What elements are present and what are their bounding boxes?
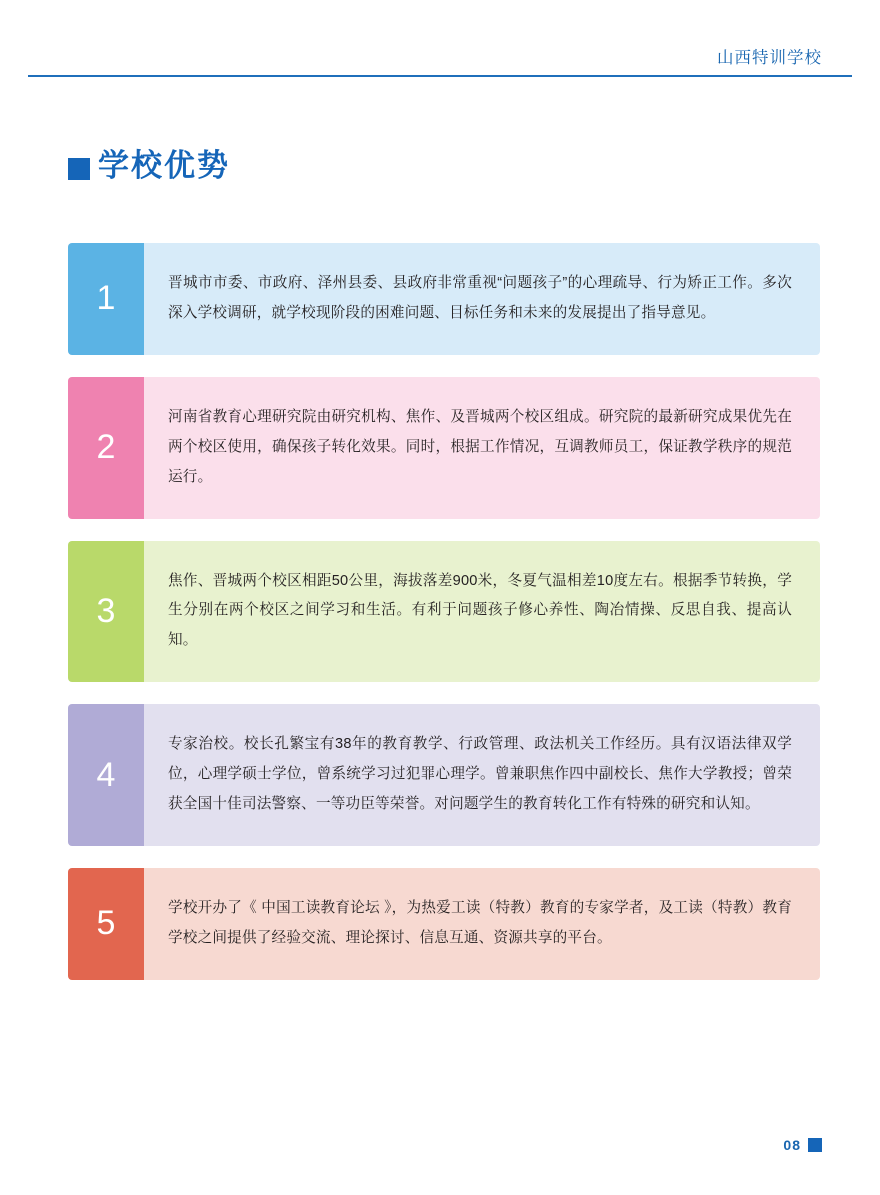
page-footer (783, 1137, 822, 1153)
page-header (0, 44, 880, 84)
item-text: 河南省教育心理研究院由研究机构、焦作、及晋城两个校区组成。研究院的最新研究成果优先在两个校区使用，确保孩子转化效果。同时，根据工作情况，互调教师员工，保证教学秩序的规范运行。 (144, 377, 820, 519)
header-title: 山西特训学校 (717, 49, 822, 67)
page-title: 学校优势 (98, 148, 230, 183)
list-item (68, 243, 820, 355)
list-item (68, 377, 820, 519)
list-item (68, 868, 820, 980)
item-text: 焦作、晋城两个校区相距50公里，海拔落差900米，冬夏气温相差10度左右。根据季节转换，学生分别在两个校区之间学习和生活。有利于问题孩子修心养性、陶冶情操、反思自我、提高认知。 (144, 541, 820, 683)
item-text: 学校开办了《 中国工读教育论坛 》，为热爱工读（特教）教育的专家学者，及工读（特教）教育学校之间提供了经验交流、理论探讨、信息互通、资源共享的平台。 (144, 868, 820, 980)
item-number: 1 (68, 243, 144, 355)
header-divider (28, 75, 852, 77)
square-bullet-icon (68, 158, 90, 180)
item-text: 晋城市市委、市政府、泽州县委、县政府非常重视“问题孩子”的心理疏导、行为矫正工作。多次深入学校调研，就学校现阶段的困难问题、目标任务和未来的发展提出了指导意见。 (144, 243, 820, 355)
item-number: 2 (68, 377, 144, 519)
list-item (68, 704, 820, 846)
item-number: 3 (68, 541, 144, 683)
item-text: 专家治校。校长孔繁宝有38年的教育教学、行政管理、政法机关工作经历。具有汉语法律双学位，心理学硕士学位，曾系统学习过犯罪心理学。曾兼职焦作四中副校长、焦作大学教授；曾荣获全国十佳司法警察、一等功臣等荣誉。对问题学生的教育转化工作有特殊的研究和认知。 (144, 704, 820, 846)
list-item (68, 541, 820, 683)
section-heading (68, 150, 230, 181)
square-marker-icon (808, 1138, 822, 1152)
advantage-list (68, 243, 820, 1002)
page-number: 08 (783, 1137, 801, 1153)
item-number: 4 (68, 704, 144, 846)
item-number: 5 (68, 868, 144, 980)
